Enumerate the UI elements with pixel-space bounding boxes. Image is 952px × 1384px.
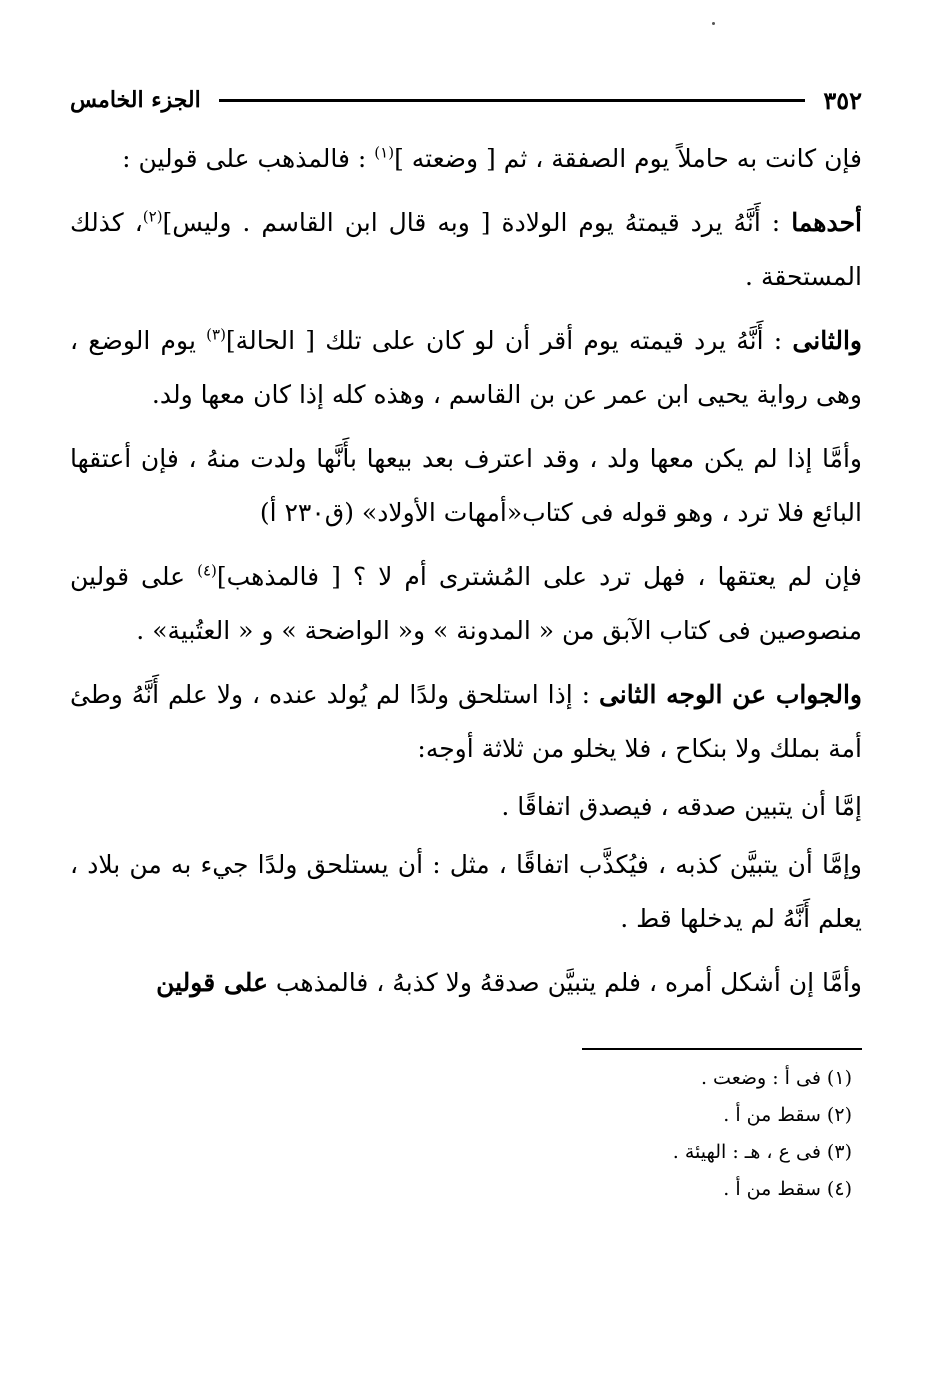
paragraph-lead: والثانى: [792, 326, 862, 355]
paragraph-1: [70, 132, 862, 186]
footnote-marker: (٣): [206, 325, 226, 344]
book-page: [70, 78, 862, 1208]
paragraph-2: [70, 196, 862, 304]
text-segment: فإن كانت به حاملاً يوم الصفقة ، ثم [ وضعته ]: [394, 144, 862, 173]
text-segment: : فالمذهب على قولين :: [122, 144, 375, 173]
part-title: الجزء الخامس: [70, 87, 201, 113]
main-text: [70, 132, 862, 1010]
paragraph-lead: والجواب عن الوجه الثانى: [598, 680, 862, 709]
text-segment: على قولين منصوصين فى كتاب الآبق من « المدونة » و« الواضحة » و « العتُبية» .: [70, 562, 862, 645]
footnote-1: (١) فى أ : وضعت .: [700, 1067, 852, 1089]
footnote-2: (٢) سقط من أ .: [723, 1104, 852, 1126]
text-segment: ، كذلك المستحقة .: [70, 208, 862, 291]
text-segment: فإن لم يعتقها ، فهل ترد على المُشترى أم لا ؟ [ فالمذهب]: [216, 562, 862, 591]
text-segment: وأمَّا إن أشكل أمره ، فلم يتبيَّن صدقهُ ولا كذبهُ ، فالمذهب: [267, 968, 862, 997]
bold-text: على قولين: [156, 968, 268, 997]
paragraph-4: [70, 432, 862, 540]
running-header: [70, 78, 862, 122]
paragraph-9: [70, 956, 862, 1010]
paragraph-6: [70, 668, 862, 776]
paragraph-8: [70, 838, 862, 946]
footnotes: [70, 1060, 852, 1208]
text-segment: : أَنَّهُ يرد قيمتهُ يوم الولادة [ وبه قال ابن القاسم . وليس]: [162, 208, 792, 237]
paragraph-3: [70, 314, 862, 422]
text-segment: : إذا استلحق ولدًا لم يُولد عنده ، ولا علم أَنَّهُ وطئ أمة بملك ولا بنكاح ، فلا يخلو من ثلاثة أوجه:: [70, 680, 862, 763]
paragraph-7: [70, 780, 862, 834]
paragraph-5: [70, 550, 862, 658]
footnote-marker: (١): [374, 143, 395, 162]
text-segment: وإمَّا أن يتبيَّن كذبه ، فيُكذَّب اتفاقًا ، مثل : أن يستلحق ولدًا جيء به من بلاد ، يعلم أَنَّهُ لم يدخلها قط .: [70, 850, 862, 933]
text-segment: يوم الوضع ، وهى رواية يحيى ابن عمر عن بن القاسم ، وهذه كله إذا كان معها ولد.: [70, 326, 862, 409]
text-segment: إمَّا أن يتبين صدقه ، فيصدق اتفاقًا .: [501, 792, 862, 821]
footnote-marker: (٢): [142, 207, 163, 226]
footnote-3: (٣) فى ع ، هـ : الهيئة .: [672, 1141, 852, 1163]
text-segment: : أَنَّهُ يرد قيمته يوم أقر أن لو كان على تلك [ الحالة]: [225, 326, 793, 355]
text-segment: وأمَّا إذا لم يكن معها ولد ، وقد اعترف بعد بيعها بأَنَّها ولدت منهُ ، فإن أعتقها البائع فلا ترد ، وهو قوله فى كتاب«أمهات الأولاد» (ق٢٣٠ أ): [70, 444, 862, 527]
footnote-separator: [582, 1048, 862, 1050]
footnote-marker: (٤): [197, 561, 217, 580]
page-number: ٣٥٢: [823, 85, 862, 115]
paragraph-lead: أحدهما: [791, 208, 862, 237]
scan-speck: [712, 22, 715, 25]
header-rule: [219, 99, 806, 102]
footnote-4: (٤) سقط من أ .: [723, 1178, 852, 1200]
